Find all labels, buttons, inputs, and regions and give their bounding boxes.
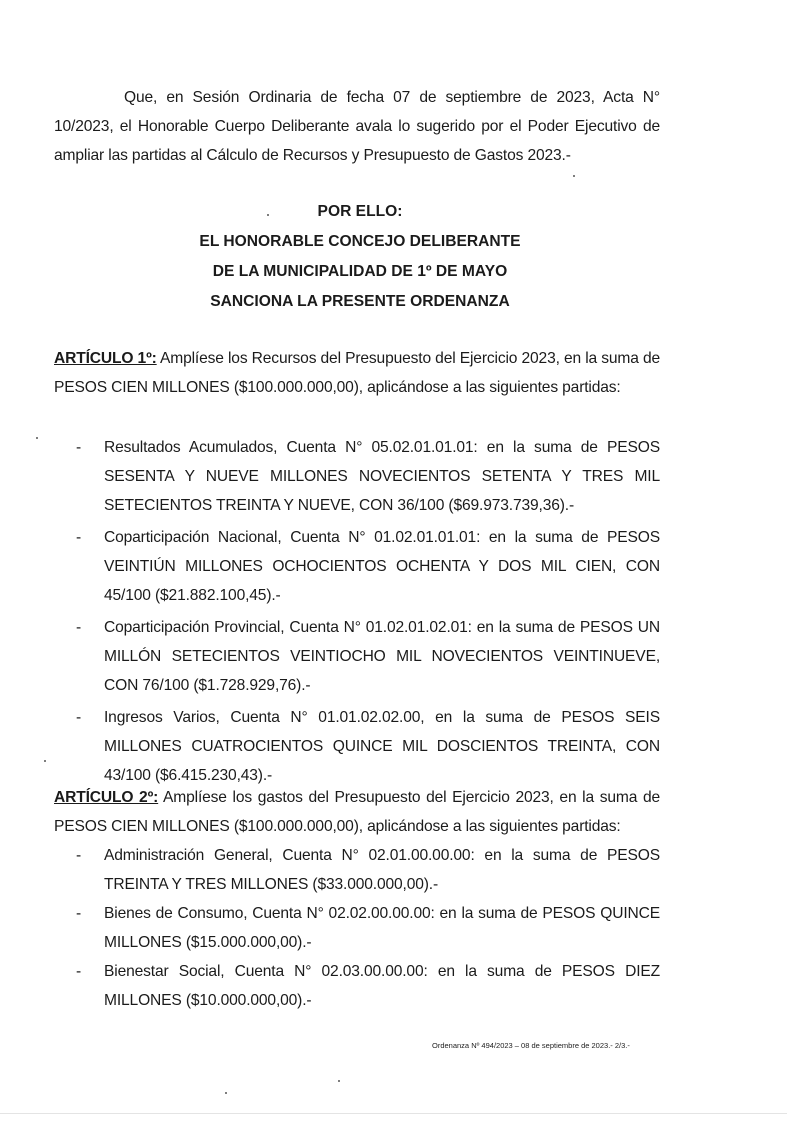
- article-2-text: Amplíese los gastos del Presupuesto del Ejercicio 2023, en la suma de PESOS CIEN MILLONES ($100.000.000,00), aplicándose a las siguientes partidas:: [54, 789, 660, 835]
- dash-bullet: -: [76, 709, 82, 726]
- article-1-label: ARTÍCULO 1º:: [54, 350, 157, 367]
- list-item: [76, 703, 660, 790]
- scan-speck: [44, 760, 46, 762]
- intro-paragraph: [54, 83, 660, 170]
- list-item-text: Bienestar Social, Cuenta N° 02.03.00.00.00: en la suma de PESOS DIEZ MILLONES ($10.000.000,00).-: [104, 963, 660, 1009]
- list-item: [76, 433, 660, 520]
- heading-line-2: EL HONORABLE CONCEJO DELIBERANTE: [199, 233, 521, 250]
- list-item-text: Resultados Acumulados, Cuenta N° 05.02.01.01.01: en la suma de PESOS SESENTA Y NUEVE MILLONES NOVECIENTOS SETENTA Y TRES MIL SETECIENTOS TREINTA Y NUEVE, CON 36/100 ($69.973.739,36).-: [104, 439, 660, 514]
- scan-speck: [36, 437, 38, 439]
- scan-speck: [267, 214, 269, 216]
- dash-bullet: -: [76, 905, 82, 922]
- list-item: [76, 613, 660, 700]
- scan-speck: [338, 1080, 340, 1082]
- list-item: [76, 523, 660, 610]
- dash-bullet: -: [76, 619, 82, 636]
- dash-bullet: -: [76, 963, 82, 980]
- scan-speck: [225, 1092, 227, 1094]
- list-item-text: Administración General, Cuenta N° 02.01.00.00.00: en la suma de PESOS TREINTA Y TRES MILLONES ($33.000.000,00).-: [104, 847, 660, 893]
- article-2: [54, 783, 660, 841]
- dash-bullet: -: [76, 847, 82, 864]
- page-footer: Ordenanza Nº 494/2023 – 08 de septiembre de 2023.- 2/3.-: [432, 1041, 630, 1050]
- dash-bullet: -: [76, 439, 82, 456]
- article-1-text: Amplíese los Recursos del Presupuesto del Ejercicio 2023, en la suma de PESOS CIEN MILLONES ($100.000.000,00), aplicándose a las siguientes partidas:: [54, 350, 660, 396]
- scan-speck: [573, 175, 575, 177]
- article-2-label: ARTÍCULO 2º:: [54, 789, 159, 806]
- article-1: [54, 344, 660, 402]
- heading-line-1: POR ELLO:: [317, 203, 403, 220]
- article-1-list: [76, 433, 660, 790]
- intro-text: Que, en Sesión Ordinaria de fecha 07 de septiembre de 2023, Acta N° 10/2023, el Honorable Cuerpo Deliberante avala lo sugerido por el Poder Ejecutivo de ampliar las partidas al Cálculo de Recursos y Presupuesto de Gastos 2023.-: [54, 89, 660, 164]
- list-item-text: Coparticipación Nacional, Cuenta N° 01.02.01.01.01: en la suma de PESOS VEINTIÚN MILLONES OCHOCIENTOS OCHENTA Y DOS MIL CIEN, CON 45/100 ($21.882.100,45).-: [104, 529, 660, 604]
- dash-bullet: -: [76, 529, 82, 546]
- list-item: [76, 957, 660, 1015]
- list-item: [76, 899, 660, 957]
- heading-line-3: DE LA MUNICIPALIDAD DE 1º DE MAYO: [212, 263, 508, 280]
- heading-line-4: SANCIONA LA PRESENTE ORDENANZA: [210, 293, 510, 310]
- list-item-text: Coparticipación Provincial, Cuenta N° 01.02.01.02.01: en la suma de PESOS UN MILLÓN SETECIENTOS VEINTIOCHO MIL NOVECIENTOS VEINTINUEVE, CON 76/100 ($1.728.929,76).-: [104, 619, 660, 694]
- list-item-text: Ingresos Varios, Cuenta N° 01.01.02.02.00, en la suma de PESOS SEIS MILLONES CUATROCIENTOS QUINCE MIL DOSCIENTOS TREINTA, CON 43/100 ($6.415.230,43).-: [104, 709, 660, 784]
- list-item: [76, 841, 660, 899]
- article-2-list: [76, 841, 660, 1015]
- scan-edge-line: [0, 1113, 787, 1114]
- list-item-text: Bienes de Consumo, Cuenta N° 02.02.00.00.00: en la suma de PESOS QUINCE MILLONES ($15.000.000,00).-: [104, 905, 660, 951]
